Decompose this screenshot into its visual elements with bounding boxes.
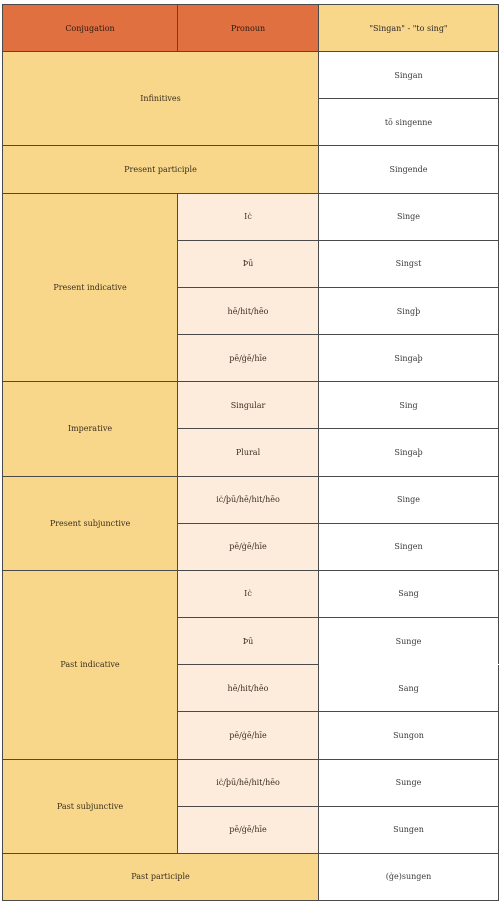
form-cell: Sang <box>319 570 499 617</box>
form-cell: Singaþ <box>319 335 499 382</box>
category-present-subjunctive: Present subjunctive <box>3 476 178 570</box>
form-cell: Singaþ <box>319 429 499 476</box>
conjugation-table-container <box>2 4 498 901</box>
header-row <box>3 5 499 52</box>
table-row <box>3 52 499 99</box>
table-row <box>3 570 499 617</box>
table-row <box>3 193 499 240</box>
form-cell: Sang <box>319 665 499 712</box>
form-cell: Singe <box>319 476 499 523</box>
header-pronoun: Pronoun <box>178 5 319 52</box>
table-row <box>3 146 499 193</box>
form-cell: Singþ <box>319 287 499 334</box>
pronoun-cell: pē/ġē/hīe <box>178 335 319 382</box>
pronoun-cell: Iċ <box>178 570 319 617</box>
pronoun-cell: pē/ġē/hīe <box>178 712 319 759</box>
form-cell: Sungon <box>319 712 499 759</box>
pronoun-cell: Singular <box>178 382 319 429</box>
conjugation-table <box>2 4 499 901</box>
form-cell: Sunge <box>319 759 499 806</box>
form-cell: Singe <box>319 193 499 240</box>
pronoun-cell: iċ/þū/hē/hit/hēo <box>178 759 319 806</box>
category-present-participle: Present participle <box>3 146 319 193</box>
pronoun-cell: hē/hit/hēo <box>178 287 319 334</box>
table-row <box>3 382 499 429</box>
form-cell: tō singenne <box>319 99 499 146</box>
pronoun-cell: Þū <box>178 240 319 287</box>
form-cell: (ġe)sungen <box>319 853 499 900</box>
pronoun-cell: Þū <box>178 618 319 665</box>
table-row <box>3 759 499 806</box>
header-verb: "Singan" - "to sing" <box>319 5 499 52</box>
category-imperative: Imperative <box>3 382 178 476</box>
form-cell: Sunge <box>319 618 499 665</box>
category-past-participle: Past participle <box>3 853 319 900</box>
pronoun-cell: Plural <box>178 429 319 476</box>
form-cell: Singen <box>319 523 499 570</box>
form-cell: Sungen <box>319 806 499 853</box>
pronoun-cell: Iċ <box>178 193 319 240</box>
table-row <box>3 853 499 900</box>
category-past-indicative: Past indicative <box>3 570 178 759</box>
category-infinitives: Infinitives <box>3 52 319 146</box>
category-past-subjunctive: Past subjunctive <box>3 759 178 853</box>
pronoun-cell: hē/hit/hēo <box>178 665 319 712</box>
category-present-indicative: Present indicative <box>3 193 178 382</box>
form-cell: Sing <box>319 382 499 429</box>
form-cell: Singst <box>319 240 499 287</box>
pronoun-cell: pē/ġē/hīe <box>178 806 319 853</box>
pronoun-cell: pē/ġē/hīe <box>178 523 319 570</box>
table-row <box>3 476 499 523</box>
pronoun-cell: iċ/þū/hē/hit/hēo <box>178 476 319 523</box>
header-conjugation: Conjugation <box>3 5 178 52</box>
form-cell: Singan <box>319 52 499 99</box>
form-cell: Singende <box>319 146 499 193</box>
